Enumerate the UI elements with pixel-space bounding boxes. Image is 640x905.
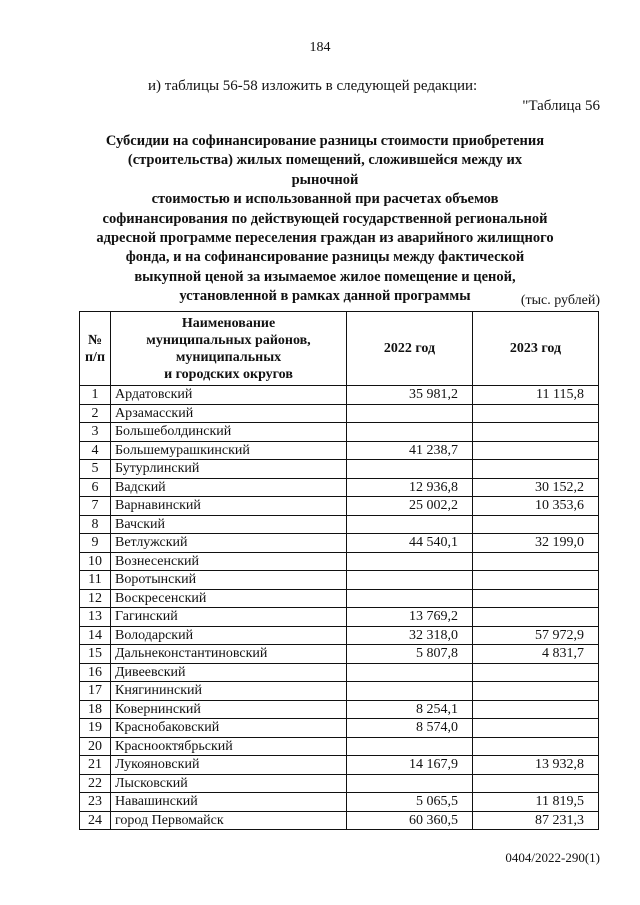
- table-row: [80, 423, 599, 442]
- row-number: 16: [80, 663, 111, 682]
- row-value-2023: [473, 774, 599, 793]
- table-header-row: [80, 312, 599, 386]
- row-number: 14: [80, 626, 111, 645]
- row-name: Дальнеконстантиновский: [111, 645, 347, 664]
- row-value-2023: [473, 423, 599, 442]
- row-value-2022: [347, 663, 473, 682]
- title-line: установленной в рамках данной программы: [179, 288, 471, 305]
- header-line: муниципальных районов,: [146, 332, 311, 348]
- row-name: Арзамасский: [111, 404, 347, 423]
- row-value-2022: [347, 571, 473, 590]
- row-value-2022: 8 574,0: [347, 719, 473, 738]
- row-value-2022: 5 807,8: [347, 645, 473, 664]
- row-number: 17: [80, 682, 111, 701]
- row-value-2023: 11 115,8: [473, 386, 599, 405]
- table-row: [80, 497, 599, 516]
- row-value-2022: 14 167,9: [347, 756, 473, 775]
- row-number: 24: [80, 811, 111, 830]
- title-line: адресной программе переселения граждан из аварийного жилищного: [96, 230, 554, 247]
- row-value-2023: [473, 460, 599, 479]
- row-value-2023: [473, 589, 599, 608]
- subsidies-table: [79, 311, 599, 830]
- row-value-2023: 4 831,7: [473, 645, 599, 664]
- row-value-2022: [347, 460, 473, 479]
- row-number: 9: [80, 534, 111, 553]
- row-number: 10: [80, 552, 111, 571]
- header-number: [80, 312, 111, 386]
- row-value-2022: 5 065,5: [347, 793, 473, 812]
- row-name: Дивеевский: [111, 663, 347, 682]
- row-number: 20: [80, 737, 111, 756]
- row-value-2022: 44 540,1: [347, 534, 473, 553]
- table-row: [80, 534, 599, 553]
- row-value-2022: 32 318,0: [347, 626, 473, 645]
- table-row: [80, 441, 599, 460]
- row-value-2023: [473, 737, 599, 756]
- row-name: Навашинский: [111, 793, 347, 812]
- row-name: Большеболдинский: [111, 423, 347, 442]
- table-row: [80, 404, 599, 423]
- row-name: Краснобаковский: [111, 719, 347, 738]
- table-title: [95, 132, 555, 307]
- row-number: 7: [80, 497, 111, 516]
- row-value-2022: [347, 737, 473, 756]
- table-row: [80, 682, 599, 701]
- row-value-2023: 10 353,6: [473, 497, 599, 516]
- table-row: [80, 774, 599, 793]
- header-2023: 2023 год: [473, 312, 599, 386]
- row-name: Гагинский: [111, 608, 347, 627]
- row-name: Ковернинский: [111, 700, 347, 719]
- row-value-2023: [473, 663, 599, 682]
- row-name: Лукояновский: [111, 756, 347, 775]
- row-value-2023: [473, 552, 599, 571]
- row-number: 23: [80, 793, 111, 812]
- row-value-2023: 13 932,8: [473, 756, 599, 775]
- row-value-2022: 25 002,2: [347, 497, 473, 516]
- row-name: Лысковский: [111, 774, 347, 793]
- row-number: 19: [80, 719, 111, 738]
- row-name: Краснооктябрьский: [111, 737, 347, 756]
- table-row: [80, 793, 599, 812]
- row-number: 22: [80, 774, 111, 793]
- row-value-2023: 57 972,9: [473, 626, 599, 645]
- row-value-2022: 41 238,7: [347, 441, 473, 460]
- row-value-2023: 11 819,5: [473, 793, 599, 812]
- row-name: Воротынский: [111, 571, 347, 590]
- units-label: (тыс. рублей): [520, 293, 600, 308]
- row-number: 15: [80, 645, 111, 664]
- row-name: Бутурлинский: [111, 460, 347, 479]
- row-number: 21: [80, 756, 111, 775]
- row-number: 1: [80, 386, 111, 405]
- row-value-2023: 87 231,3: [473, 811, 599, 830]
- header-line: Наименование: [181, 315, 276, 331]
- row-value-2022: [347, 404, 473, 423]
- row-name: Варнавинский: [111, 497, 347, 516]
- document-code: 0404/2022-290(1): [505, 850, 600, 865]
- row-value-2023: [473, 719, 599, 738]
- table-row: [80, 737, 599, 756]
- table-reference: "Таблица 56: [522, 98, 600, 114]
- table-row: [80, 608, 599, 627]
- row-value-2023: [473, 441, 599, 460]
- row-value-2023: [473, 700, 599, 719]
- title-line: Субсидии на софинансирование разницы стоимости приобретения: [105, 133, 545, 149]
- table-row: [80, 515, 599, 534]
- row-name: Княгининский: [111, 682, 347, 701]
- table-row: [80, 460, 599, 479]
- row-value-2022: 12 936,8: [347, 478, 473, 497]
- header-line: №: [87, 332, 103, 348]
- row-name: Вадский: [111, 478, 347, 497]
- row-name: Ветлужский: [111, 534, 347, 553]
- table-row: [80, 552, 599, 571]
- row-value-2022: 8 254,1: [347, 700, 473, 719]
- row-value-2022: [347, 682, 473, 701]
- row-value-2023: 30 152,2: [473, 478, 599, 497]
- row-number: 6: [80, 478, 111, 497]
- table-row: [80, 719, 599, 738]
- table-row: [80, 811, 599, 830]
- header-name: [111, 312, 347, 386]
- row-value-2022: [347, 515, 473, 534]
- row-value-2022: [347, 589, 473, 608]
- title-line: софинансирования по действующей государственной региональной: [102, 210, 548, 227]
- intro-text: и) таблицы 56-58 изложить в следующей редакции:: [148, 78, 478, 94]
- header-line: п/п: [84, 349, 106, 365]
- header-line: муниципальных: [175, 349, 282, 365]
- header-2022: 2022 год: [347, 312, 473, 386]
- row-value-2023: 32 199,0: [473, 534, 599, 553]
- title-line: стоимостью и использованной при расчетах объемов: [151, 191, 499, 208]
- row-name: город Первомайск: [111, 811, 347, 830]
- row-value-2023: [473, 682, 599, 701]
- row-number: 5: [80, 460, 111, 479]
- table-row: [80, 589, 599, 608]
- row-number: 18: [80, 700, 111, 719]
- table-row: [80, 756, 599, 775]
- row-value-2023: [473, 571, 599, 590]
- row-name: Володарский: [111, 626, 347, 645]
- row-value-2022: 35 981,2: [347, 386, 473, 405]
- row-name: Ардатовский: [111, 386, 347, 405]
- row-value-2023: [473, 515, 599, 534]
- row-value-2023: [473, 404, 599, 423]
- row-number: 8: [80, 515, 111, 534]
- table-row: [80, 700, 599, 719]
- title-line: (строительства) жилых помещений, сложившейся между их рыночной: [127, 152, 523, 188]
- row-number: 11: [80, 571, 111, 590]
- row-value-2022: [347, 774, 473, 793]
- row-value-2022: 60 360,5: [347, 811, 473, 830]
- title-line: выкупной ценой за изымаемое жилое помещение и ценой,: [134, 268, 516, 285]
- title-line: фонда, и на софинансирование разницы между фактической: [125, 249, 525, 266]
- row-value-2022: 13 769,2: [347, 608, 473, 627]
- row-name: Вознесенский: [111, 552, 347, 571]
- row-number: 12: [80, 589, 111, 608]
- table-row: [80, 571, 599, 590]
- row-number: 13: [80, 608, 111, 627]
- row-number: 2: [80, 404, 111, 423]
- table-row: [80, 386, 599, 405]
- row-number: 3: [80, 423, 111, 442]
- table-row: [80, 626, 599, 645]
- table-row: [80, 645, 599, 664]
- page-number: 184: [309, 40, 331, 55]
- table-row: [80, 478, 599, 497]
- row-name: Вачский: [111, 515, 347, 534]
- row-number: 4: [80, 441, 111, 460]
- row-name: Воскресенский: [111, 589, 347, 608]
- row-name: Большемурашкинский: [111, 441, 347, 460]
- row-value-2022: [347, 423, 473, 442]
- table-row: [80, 663, 599, 682]
- row-value-2022: [347, 552, 473, 571]
- header-line: и городских округов: [164, 366, 293, 382]
- row-value-2023: [473, 608, 599, 627]
